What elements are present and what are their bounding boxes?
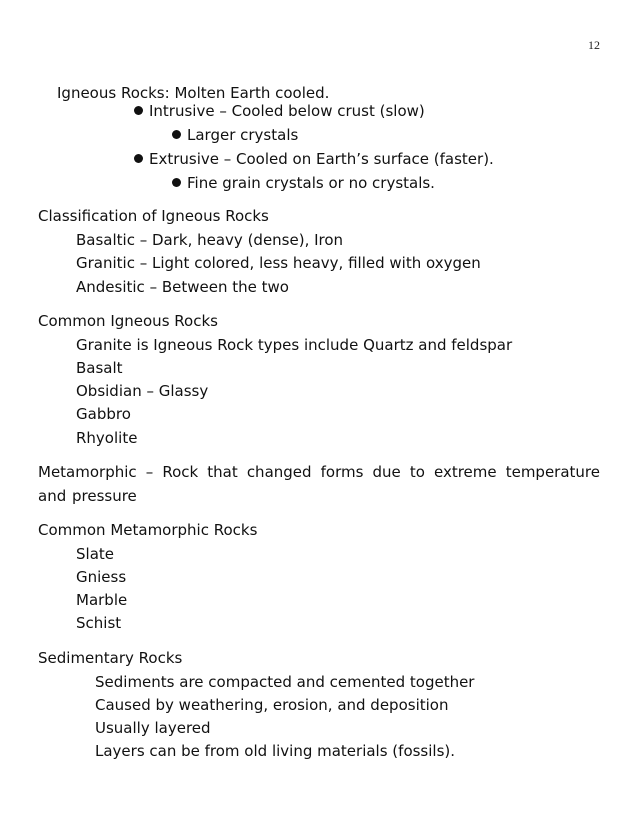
common-metamorphic-item: Marble: [76, 591, 128, 609]
sedimentary-item: Caused by weathering, erosion, and deposition: [95, 696, 449, 714]
bullet-icon: [172, 130, 181, 139]
sedimentary-item: Sediments are compacted and cemented together: [95, 673, 475, 691]
sedimentary-heading: Sedimentary Rocks: [38, 649, 183, 667]
intrusive-subitem: [172, 125, 298, 145]
common-metamorphic-item: Schist: [76, 614, 122, 632]
common-metamorphic-item: Gniess: [76, 568, 127, 586]
bullet-icon: [134, 106, 143, 115]
classification-item: Granitic – Light colored, less heavy, filled with oxygen: [76, 254, 481, 272]
common-metamorphic-item: Slate: [76, 545, 114, 563]
sedimentary-item: Usually layered: [95, 719, 211, 737]
intrusive-subitem-text: Larger crystals: [187, 126, 299, 144]
classification-item: Andesitic – Between the two: [76, 278, 289, 296]
sedimentary-item: Layers can be from old living materials (fossils).: [95, 742, 456, 760]
common-igneous-item: Granite is Igneous Rock types include Quartz and feldspar: [76, 336, 513, 354]
intrusive-item: [134, 101, 425, 121]
intrusive-text: Intrusive – Cooled below crust (slow): [149, 102, 425, 120]
common-igneous-item: Basalt: [76, 359, 123, 377]
common-igneous-item: Obsidian – Glassy: [76, 382, 209, 400]
common-igneous-heading: Common Igneous Rocks: [38, 312, 218, 330]
common-igneous-item: Gabbro: [76, 405, 131, 423]
classification-heading: Classification of Igneous Rocks: [38, 207, 269, 225]
common-igneous-item: Rhyolite: [76, 429, 138, 447]
extrusive-text: Extrusive – Cooled on Earth’s surface (faster).: [149, 150, 494, 168]
bullet-icon: [172, 178, 181, 187]
page-number: 12: [588, 38, 600, 52]
igneous-heading: Igneous Rocks: Molten Earth cooled.: [57, 84, 330, 102]
extrusive-item: [134, 149, 494, 169]
extrusive-subitem: [172, 173, 435, 193]
common-metamorphic-heading: Common Metamorphic Rocks: [38, 521, 258, 539]
classification-item: Basaltic – Dark, heavy (dense), Iron: [76, 231, 344, 249]
extrusive-subitem-text: Fine grain crystals or no crystals.: [187, 174, 435, 192]
bullet-icon: [134, 154, 143, 163]
metamorphic-definition: Metamorphic – Rock that changed forms due to extreme temperature and pressure: [38, 463, 600, 505]
